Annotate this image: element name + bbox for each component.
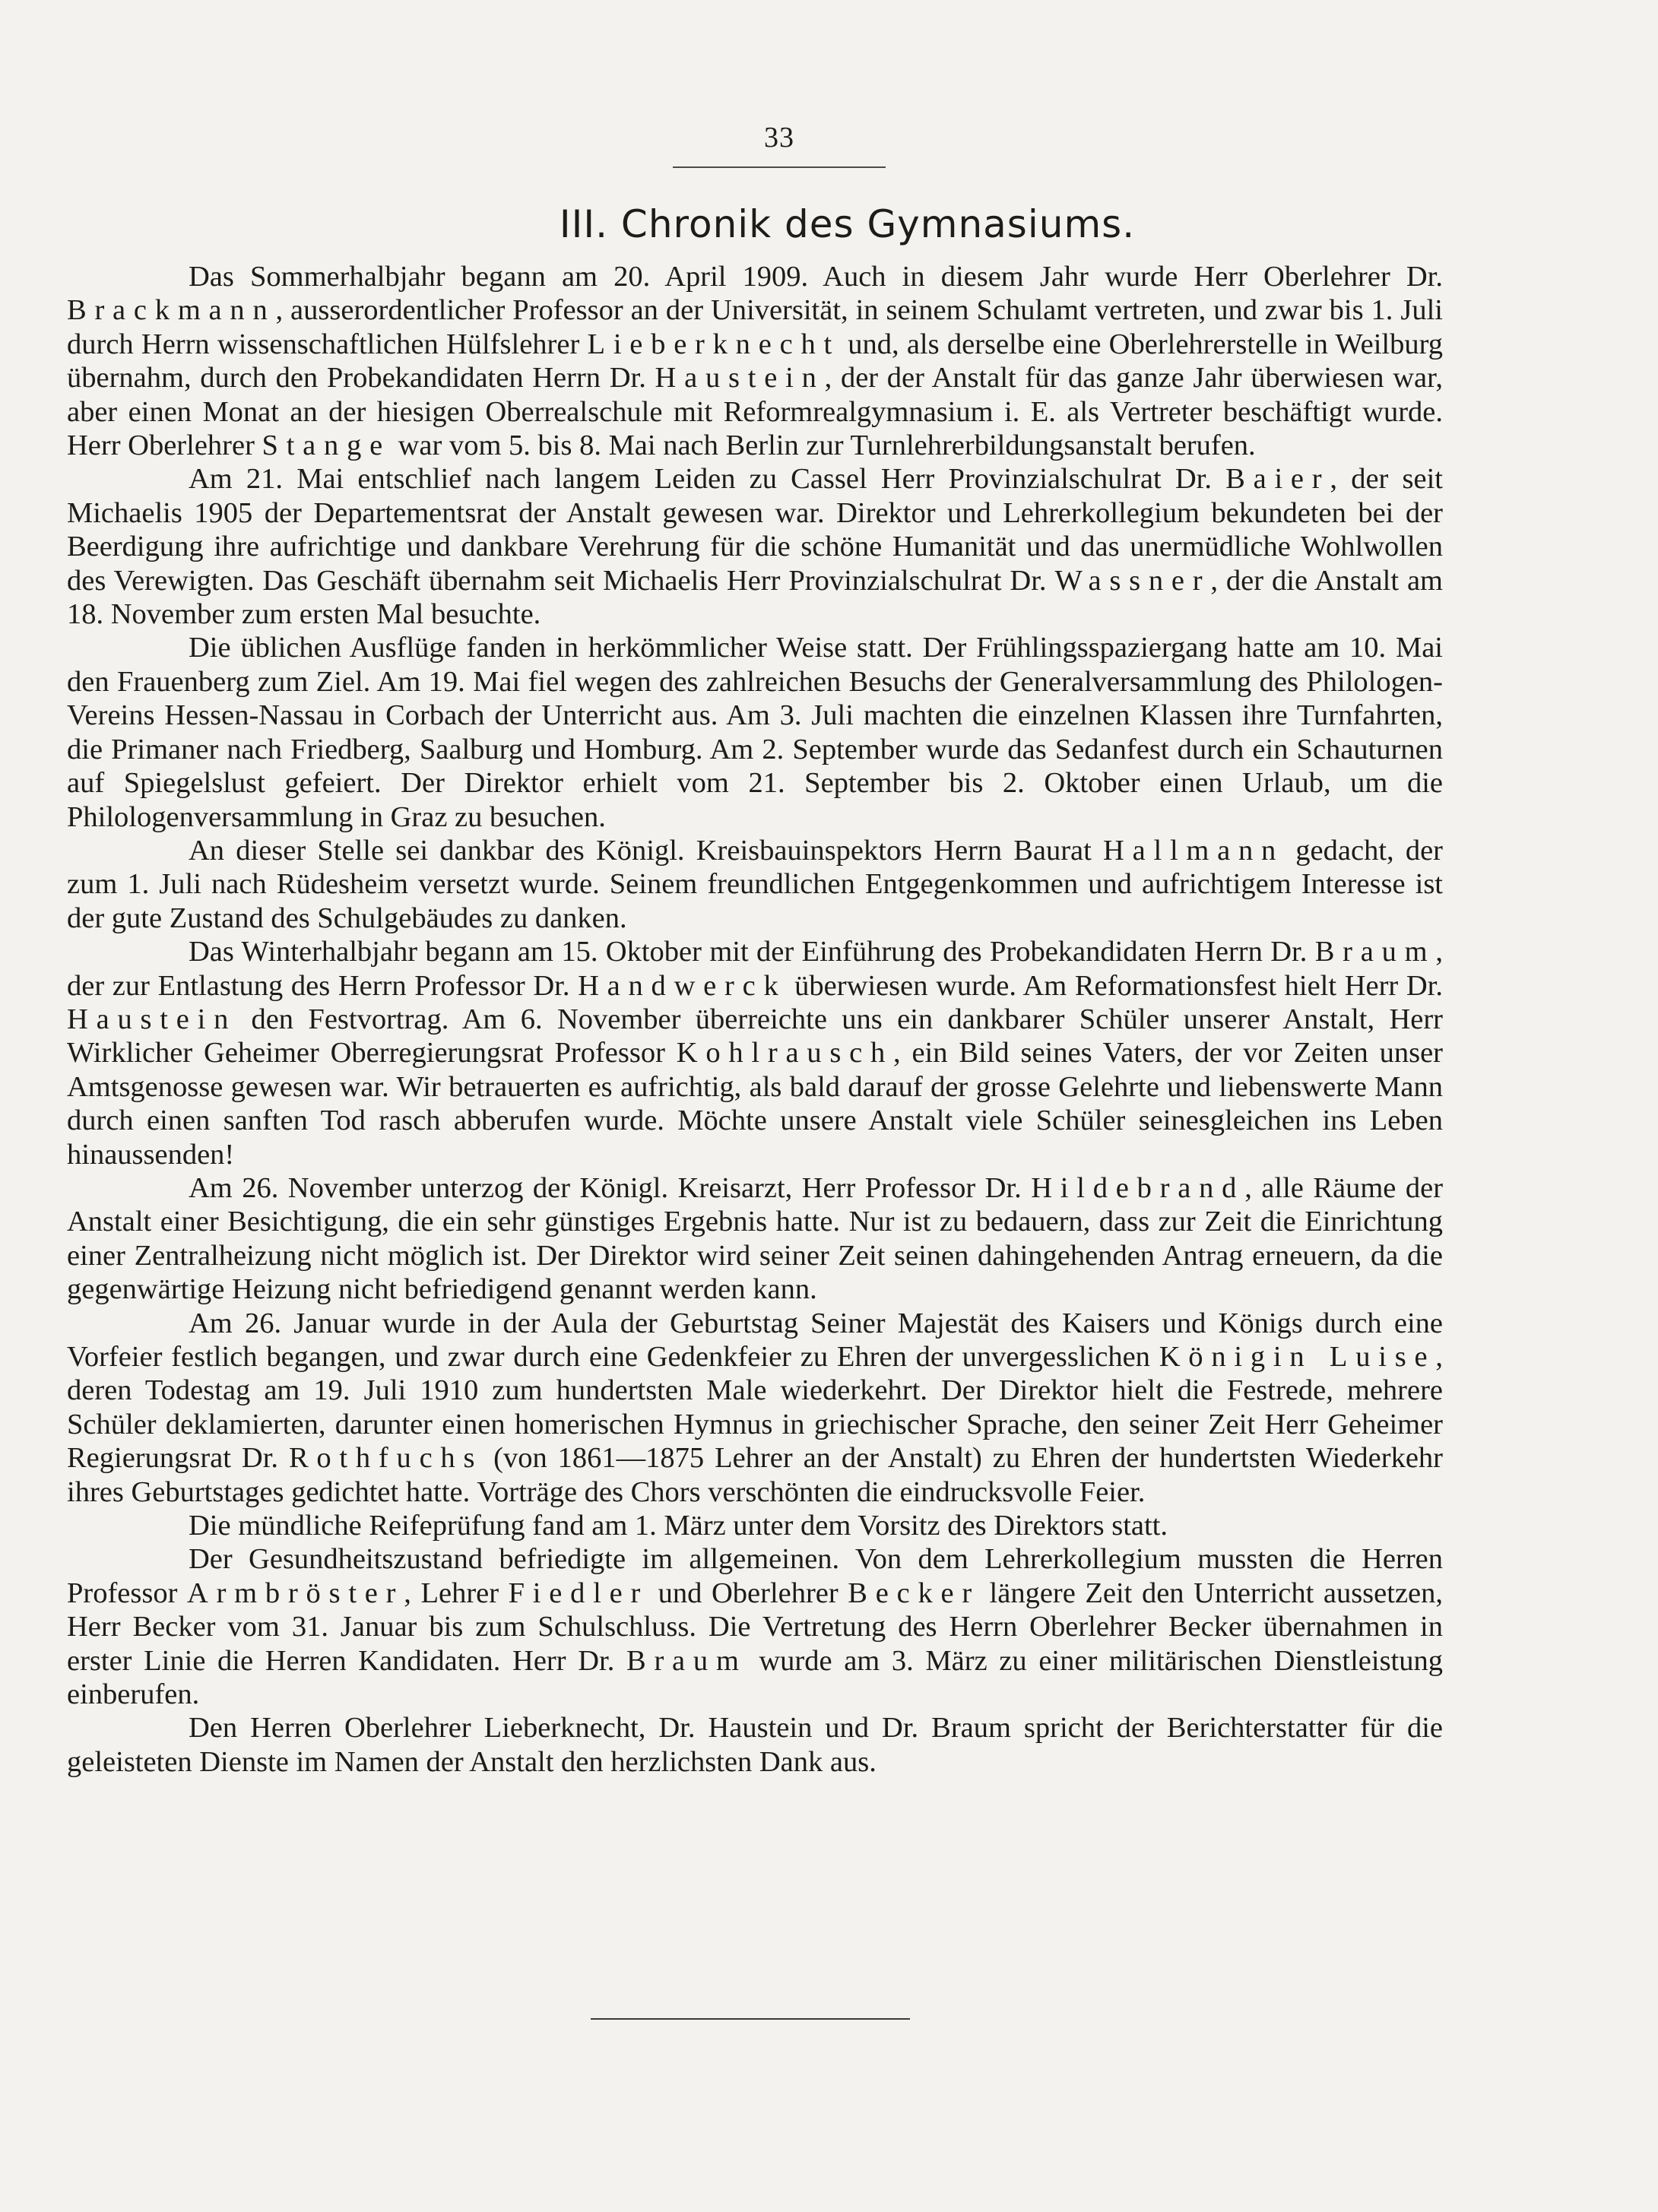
text-run: Die üblichen Ausflüge fanden in herkömmlicher Weise statt. Der Frühlingsspaziergang hatte am 10. Mai den Frauenberg zum Ziel. Am 19. Mai fiel wegen des zahlreichen Besuchs der Generalversammlung des Philologen-Vereins Hessen-Nassau in Corbach der Unterricht aus. Am 3. Juli machten die einzelnen Klassen ihre Turnfahrten, die Primaner nach Friedberg, Saalburg und Homburg. Am 2. September wurde das Sedanfest durch ein Schauturnen auf Spiegelslust gefeiert. Der Direktor erhielt vom 21. September bis 2. Oktober einen Urlaub, um die Philologenversammlung in Graz zu besuchen. bbox=[67, 632, 1443, 833]
spaced-name: Hallmann bbox=[1103, 834, 1285, 867]
page-number-rule bbox=[673, 166, 886, 168]
spaced-name: Armbröster bbox=[187, 1577, 404, 1609]
text-run: , Lehrer bbox=[404, 1577, 509, 1609]
paragraph-gesundheitszustand bbox=[67, 1542, 1443, 1711]
text-run: und Oberlehrer bbox=[648, 1577, 848, 1609]
text-run: Am 26. November unterzog der Königl. Kreisarzt, Herr Professor Dr. bbox=[189, 1171, 1032, 1204]
text-run: wurde am 3. März zu einer militärischen Dienstleistung einberufen. bbox=[67, 1644, 1443, 1711]
paragraph-kaisers-geburtstag bbox=[67, 1307, 1443, 1509]
text-run: , der die Anstalt am 18. November zum ersten Mal besuchte. bbox=[67, 564, 1443, 631]
spaced-name: Braum bbox=[1314, 936, 1436, 968]
text-run: , alle Räume der Anstalt einer Besichtigung, die ein sehr günstiges Ergebnis hatte. Nur ist zu bedauern, dass zur Zeit die Einrichtung einer Zentralheizung nicht möglich ist. Der Direktor wird seiner Zeit seinen dahingehenden Antrag erneuern, da die gegenwärtige Heizung nicht befriedigend genannt werden kann. bbox=[67, 1171, 1444, 1306]
text-run: , der seit Michaelis 1905 der Departementsrat der Anstalt gewesen war. Direktor und Lehrerkollegium bekundeten bei der Beerdigung ihre aufrichtige und dankbare Verehrung für die schöne Humanität und das unermüdliche Wohlwollen des Verewigten. Das Geschäft übernahm seit Michaelis Herr Provinzialschulrat Dr. bbox=[67, 463, 1443, 597]
paragraph-winterhalbjahr bbox=[67, 935, 1443, 1171]
paragraph-sommerhalbjahr bbox=[67, 260, 1443, 462]
text-run: (von 1861—1875 Lehrer an der Anstalt) zu Ehren der hundertsten Wiederkehr ihres Geburtstages gedichtet hatte. Vorträge des Chors verschönten die eindrucksvolle Feier. bbox=[67, 1442, 1443, 1508]
text-run: , deren Todestag am 19. Juli 1910 zum hundertsten Male wiederkehrt. Der Direktor hielt die Festrede, mehrere Schüler deklamierten, darunter einen homerischen Hymnus in griechischer Sprache, den seiner Zeit Herr Geheimer Regierungsrat Dr. bbox=[67, 1341, 1443, 1475]
text-run: längere Zeit den Unterricht aussetzen, Herr Becker vom 31. Januar bis zum Schulschluss. Die Vertretung des Herrn Oberlehrer Becker übernahmen in erster Linie die Herren Kandidaten. Herr Dr. bbox=[67, 1577, 1443, 1677]
spaced-name: Lieberknecht bbox=[587, 328, 840, 360]
paragraph-ausfluege bbox=[67, 631, 1443, 833]
text-run: , der der Anstalt für das ganze Jahr überwiesen war, aber einen Monat an der hiesigen Oberrealschule mit Reformrealgymnasium i. E. als Vertreter beschäftigt wurde. Herr Oberlehrer bbox=[67, 362, 1444, 462]
text-run: Das Winterhalbjahr begann am 15. Oktober mit der Einführung des Probekandidaten Herrn Dr. bbox=[189, 936, 1315, 968]
text-run: , der zur Entlastung des Herrn Professor Dr. bbox=[67, 936, 1443, 1002]
text-run: An dieser Stelle sei dankbar des Königl. Kreisbauinspektors Herrn Baurat bbox=[189, 834, 1104, 867]
spaced-name: Becker bbox=[848, 1577, 980, 1609]
page-number: 33 bbox=[764, 122, 794, 154]
spaced-name: Stange bbox=[262, 429, 391, 462]
text-run: und, als derselbe eine Oberlehrerstelle in Weilburg übernahm, durch den Probekandidaten Herrn Dr. bbox=[67, 328, 1443, 395]
text-run: gedacht, der zum 1. Juli nach Rüdesheim versetzt wurde. Seinem freundlichen Entgegenkommen und aufrichtigem Interesse ist der gute Zustand des Schulgebäudes zu danken. bbox=[67, 834, 1444, 934]
paragraph-hallmann bbox=[67, 834, 1443, 935]
spaced-name: Braum bbox=[626, 1644, 747, 1677]
text-run: Den Herren Oberlehrer Lieberknecht, Dr. Haustein und Dr. Braum spricht der Berichterstatter für die geleisteten Dienste im Namen der Anstalt den herzlichsten Dank aus. bbox=[67, 1712, 1443, 1778]
spaced-name: Wassner bbox=[1054, 564, 1211, 597]
paragraph-dank bbox=[67, 1711, 1443, 1779]
spaced-name: Hildebrand bbox=[1031, 1171, 1245, 1204]
spaced-name: Handwerck bbox=[578, 969, 787, 1002]
text-run: , ein Bild seines Vaters, der vor Zeiten unser Amtsgenosse gewesen war. Wir betrauerten es aufrichtig, als bald darauf der grosse Gelehrte und liebenswerte Mann durch einen sanften Tod rasch abberufen wurde. Möchte unsere Anstalt viele Schüler seinesgleichen ins Leben hinaussenden! bbox=[67, 1037, 1443, 1171]
spaced-name: Fiedler bbox=[508, 1577, 649, 1609]
closing-rule bbox=[591, 2018, 910, 2020]
text-run: Der Gesundheitszustand befriedigte im allgemeinen. Von dem Lehrerkollegium mussten die Herren Professor bbox=[67, 1543, 1443, 1609]
spaced-name: Haustein bbox=[67, 1003, 237, 1035]
spaced-name: Rothfuchs bbox=[288, 1442, 483, 1475]
paragraph-baier bbox=[67, 462, 1443, 631]
paragraph-besichtigung bbox=[67, 1171, 1443, 1307]
text-run: , ausserordentlicher Professor an der Universität, in seinem Schulamt vertreten, und zwar bis 1. Juli durch Herrn wissenschaftlichen Hülfslehrer bbox=[67, 294, 1443, 360]
text-run: den Festvortrag. Am 6. November überreichte uns ein dankbarer Schüler unserer Anstalt, Herr Wirklicher Geheimer Oberregierungsrat Professor bbox=[67, 1003, 1443, 1070]
spaced-name: Baier bbox=[1225, 463, 1330, 496]
section-heading: III. Chronik des Gymnasiums. bbox=[559, 202, 1136, 246]
spaced-name: Königin Luise bbox=[1159, 1341, 1436, 1373]
paragraph-reifepruefung bbox=[67, 1509, 1443, 1542]
spaced-name: Haustein bbox=[655, 362, 825, 395]
text-run: Die mündliche Reifeprüfung fand am 1. März unter dem Vorsitz des Direktors statt. bbox=[189, 1510, 1168, 1542]
text-run: Am 26. Januar wurde in der Aula der Geburtstag Seiner Majestät des Kaisers und Königs durch eine Vorfeier festlich begangen, und zwar durch eine Gedenkfeier zu Ehren der unvergesslichen bbox=[67, 1307, 1443, 1373]
text-run: war vom 5. bis 8. Mai nach Berlin zur Turnlehrerbildungsanstalt berufen. bbox=[390, 429, 1256, 462]
spaced-name: Kohlrausch bbox=[676, 1037, 894, 1070]
spaced-name: Brackmann bbox=[67, 294, 276, 327]
chronicle-body bbox=[67, 260, 1443, 1779]
text-run: Am 21. Mai entschlief nach langem Leiden zu Cassel Herr Provinzialschulrat Dr. bbox=[189, 463, 1226, 496]
text-run: Das Sommerhalbjahr begann am 20. April 1909. Auch in diesem Jahr wurde Herr Oberlehrer Dr. bbox=[189, 261, 1443, 293]
text-run: überwiesen wurde. Am Reformationsfest hielt Herr Dr. bbox=[786, 969, 1443, 1002]
